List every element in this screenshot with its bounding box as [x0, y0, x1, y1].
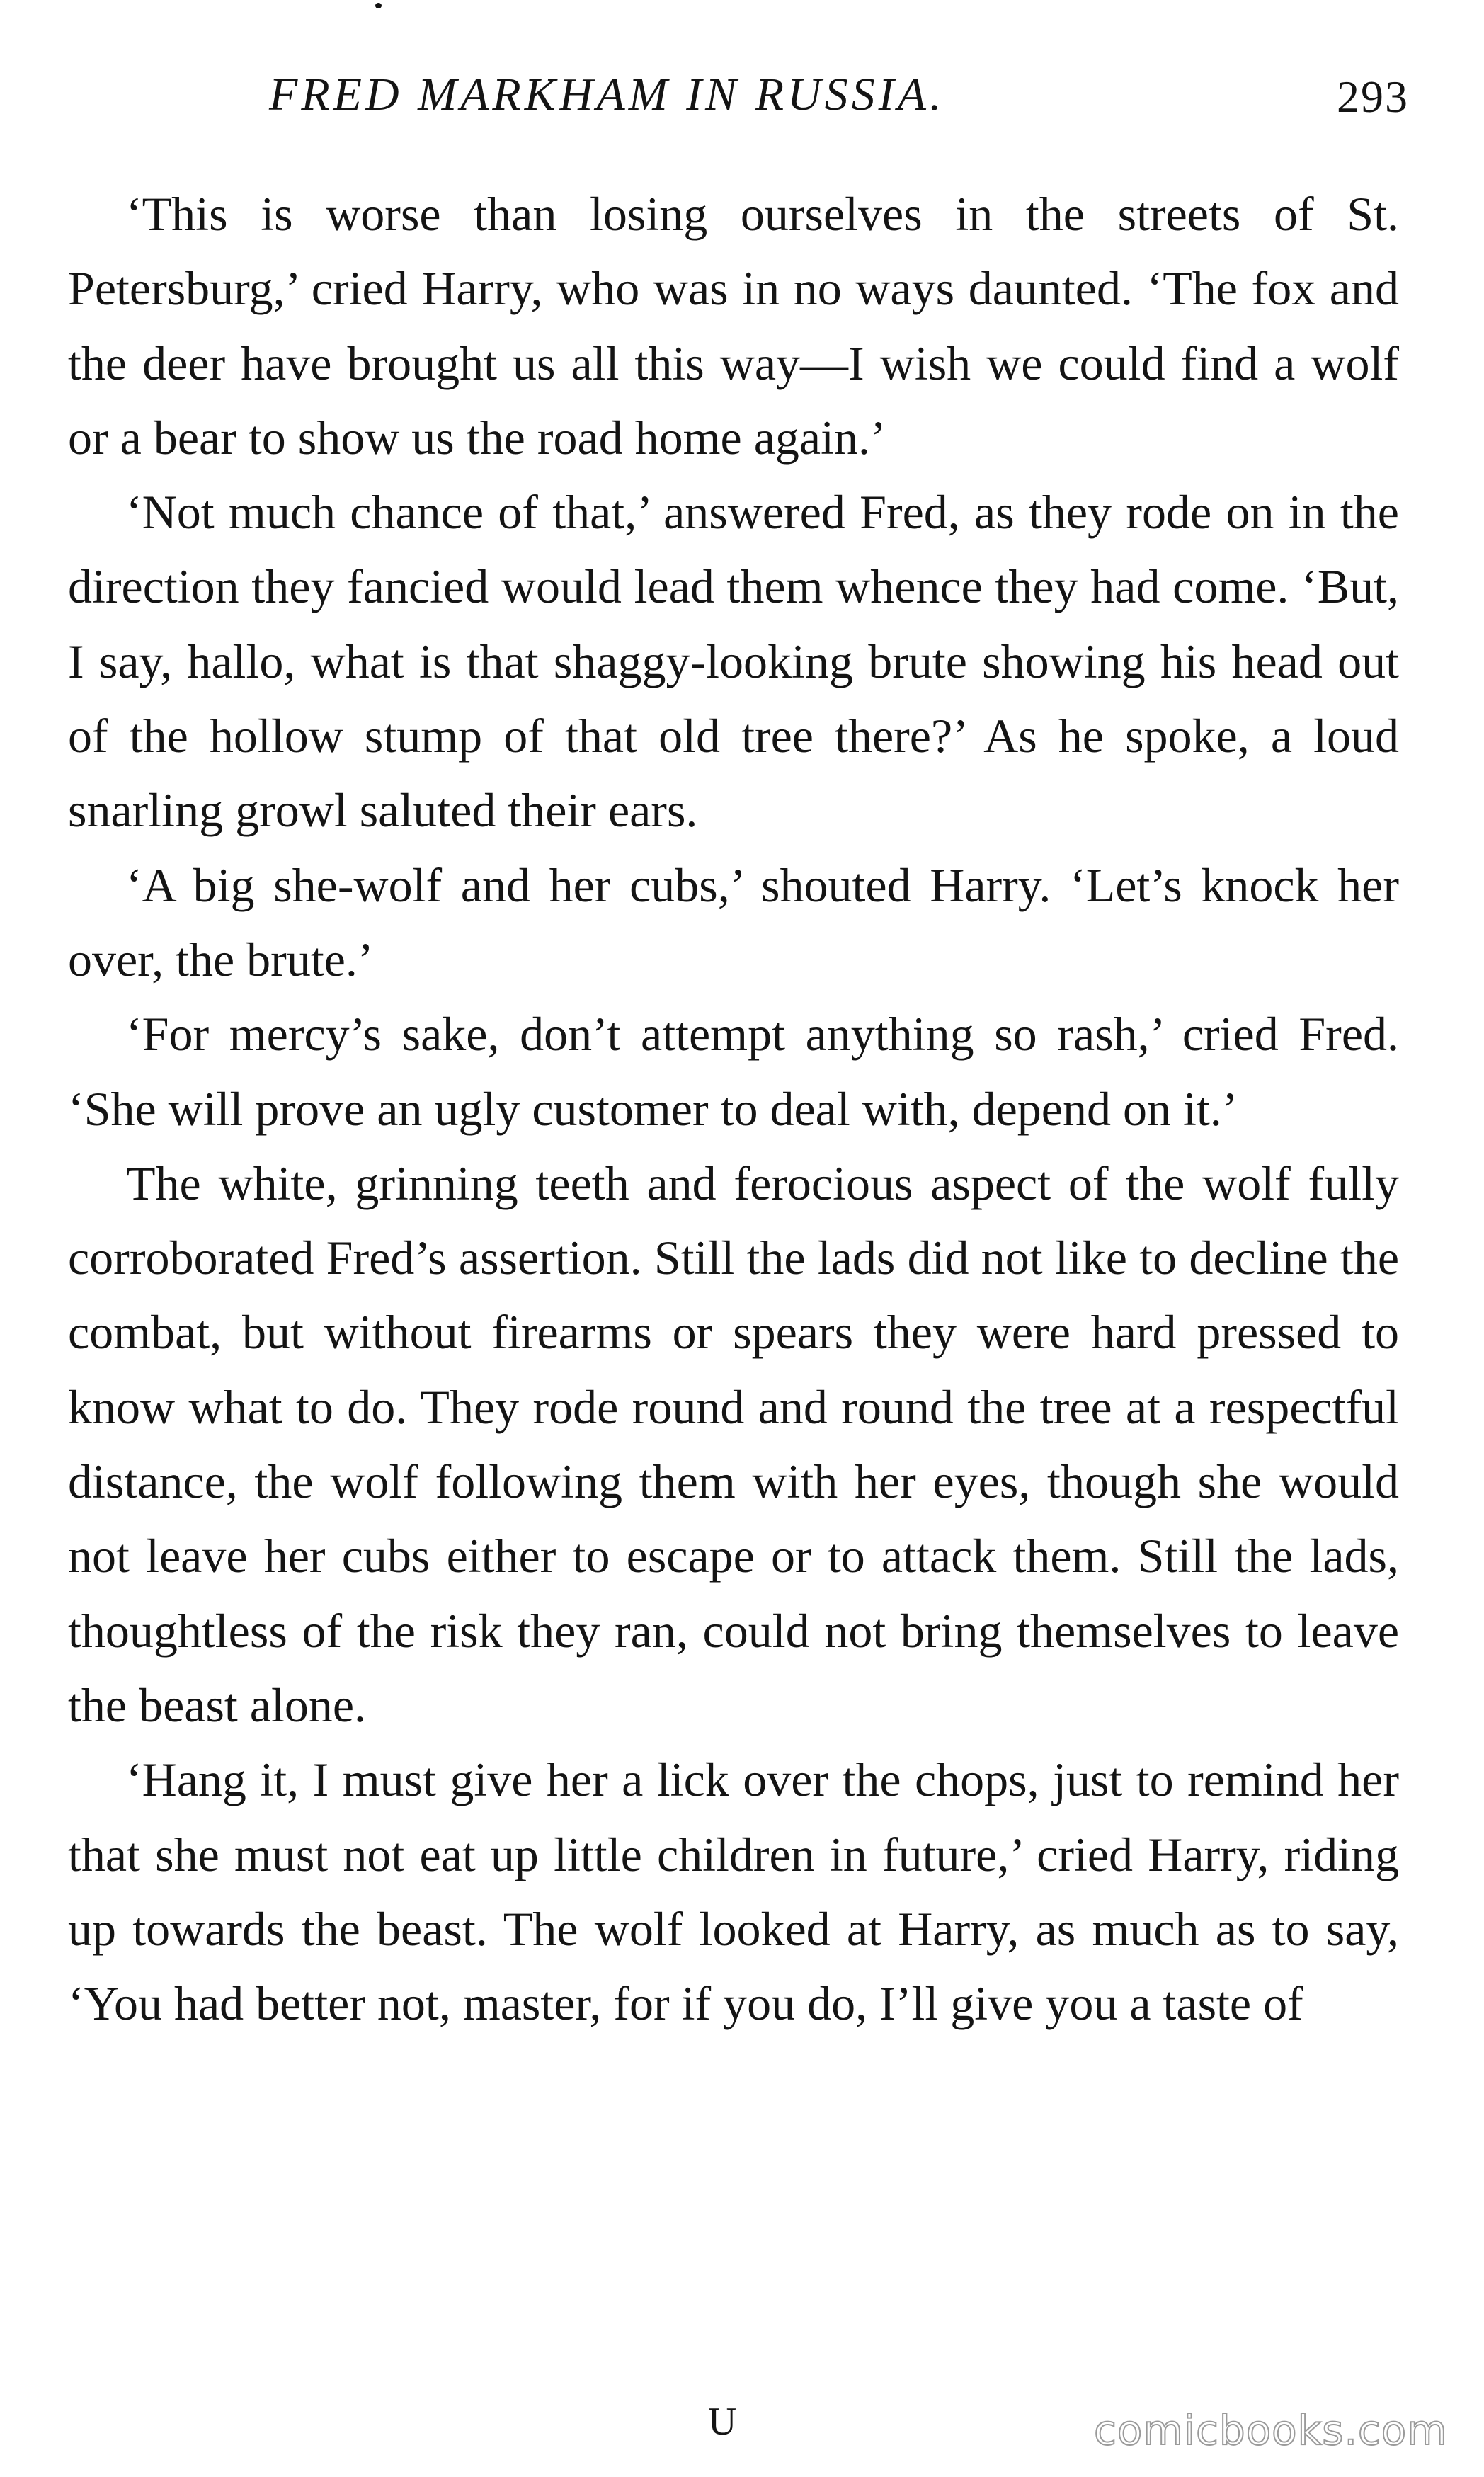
signature-mark: U — [708, 2400, 737, 2444]
paragraph: ‘A big she-wolf and her cubs,’ shouted Harry. ‘Let’s knock her over, the brute.’ — [68, 858, 1399, 986]
body-text — [68, 177, 1399, 2041]
paragraph: ‘This is worse than losing ourselves in the streets of St. Petersburg,’ cried Harry, who was in no ways daunted. ‘The fox and the deer have brought us all this way—I wish we could find a wolf or a bear to show us the road home again.’ — [68, 187, 1399, 465]
paragraph: The white, grinning teeth and ferocious aspect of the wolf fully corroborated Fred’s assertion. Still the lads did not like to decline the combat, but without firearms or spears they were hard pressed to know what to do. They rode round and round the tree at a respectful distance, the wolf following them with her eyes, though she would not leave her cubs either to escape or to attack them. Still the lads, thoughtless of the risk they ran, could not bring themselves to leave the beast alone. — [68, 1156, 1399, 1732]
running-title: FRED MARKHAM IN RUSSIA. — [269, 69, 945, 120]
ink-speck — [375, 3, 382, 8]
running-header — [64, 68, 1409, 139]
paragraph: ‘For mercy’s sake, don’t attempt anything so rash,’ cried Fred. ‘She will prove an ugly customer to deal with, depend on it.’ — [68, 1007, 1399, 1136]
paragraph: ‘Hang it, I must give her a lick over the chops, just to remind her that she must not eat up little children in future,’ cried Harry, riding up towards the beast. The wolf looked at Harry, as much as to say, ‘You had better not, master, for if you do, I’ll give you a taste of — [68, 1753, 1399, 2031]
paragraph: ‘Not much chance of that,’ answered Fred, as they rode on in the direction they fancied would lead them whence they had come. ‘But, I say, hallo, what is that shaggy-looking brute showing his head out of the hollow stump of that old tree there?’ As he spoke, a loud snarling growl saluted their ears. — [68, 485, 1399, 838]
page-number: 293 — [1337, 72, 1409, 122]
watermark: comicbooks.com — [1094, 2406, 1448, 2454]
